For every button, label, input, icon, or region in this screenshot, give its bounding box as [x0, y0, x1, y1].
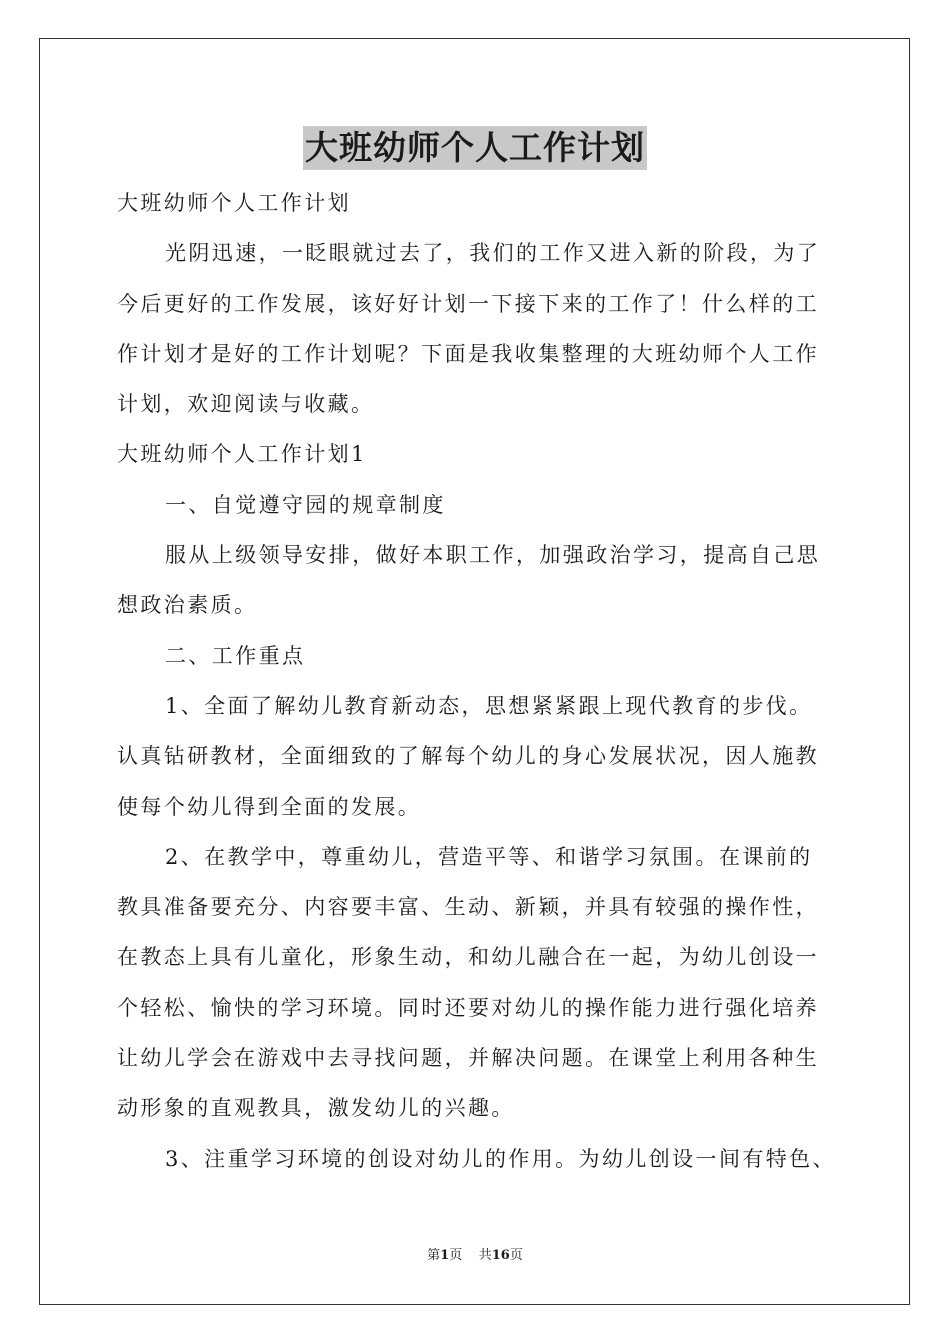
total-pages: 16 [491, 1248, 510, 1263]
text-line: 计划，欢迎阅读与收藏。 [117, 392, 375, 417]
total-label-suffix: 页 [509, 1248, 523, 1263]
text-line: 作计划才是好的工作计划呢？下面是我收集整理的大班幼师个人工作 [117, 341, 819, 366]
text-line: 动形象的直观教具，激发幼儿的兴趣。 [117, 1096, 515, 1121]
page-footer [0, 1247, 950, 1265]
total-label-prefix: 共 [478, 1248, 492, 1263]
text-line: 让幼儿学会在游戏中去寻找问题，并解决问题。在课堂上利用各种生 [117, 1046, 819, 1071]
page-label-prefix: 第 [427, 1248, 441, 1263]
text-line: 1、全面了解幼儿教育新动态，思想紧紧跟上现代教育的步伐。 [165, 693, 813, 718]
text-line: 想政治素质。 [117, 593, 258, 618]
text-line: 光阴迅速，一眨眼就过去了，我们的工作又进入新的阶段，为了 [165, 241, 821, 266]
text-line: 认真钻研教材，全面细致的了解每个幼儿的身心发展状况，因人施教 [117, 744, 819, 769]
page-label-suffix: 页 [449, 1248, 463, 1263]
text-line: 3、注重学习环境的创设对幼儿的作用。为幼儿创设一间有特色、 [165, 1146, 836, 1171]
text-line: 大班幼师个人工作计划1 [117, 442, 367, 467]
text-line: 使每个幼儿得到全面的发展。 [117, 794, 422, 819]
text-line: 个轻松、愉快的学习环境。同时还要对幼儿的操作能力进行强化培养 [117, 995, 819, 1020]
document-body [117, 178, 837, 1184]
title-container [0, 126, 950, 170]
text-line: 2、在教学中，尊重幼儿，营造平等、和谐学习氛围。在课前的 [165, 844, 813, 869]
text-line: 今后更好的工作发展，该好好计划一下接下来的工作了！什么样的工 [117, 291, 819, 316]
text-line: 一、自觉遵守园的规章制度 [165, 492, 446, 517]
text-line: 二、工作重点 [165, 643, 306, 668]
text-line: 服从上级领导安排，做好本职工作，加强政治学习，提高自己思 [165, 543, 821, 568]
text-line: 教具准备要充分、内容要丰富、生动、新颖，并具有较强的操作性， [117, 895, 819, 920]
page-number: 1 [440, 1248, 450, 1263]
text-line: 大班幼师个人工作计划 [117, 191, 351, 215]
text-line: 在教态上具有儿童化，形象生动，和幼儿融合在一起，为幼儿创设一 [117, 945, 819, 970]
document-title: 大班幼师个人工作计划 [303, 126, 647, 170]
